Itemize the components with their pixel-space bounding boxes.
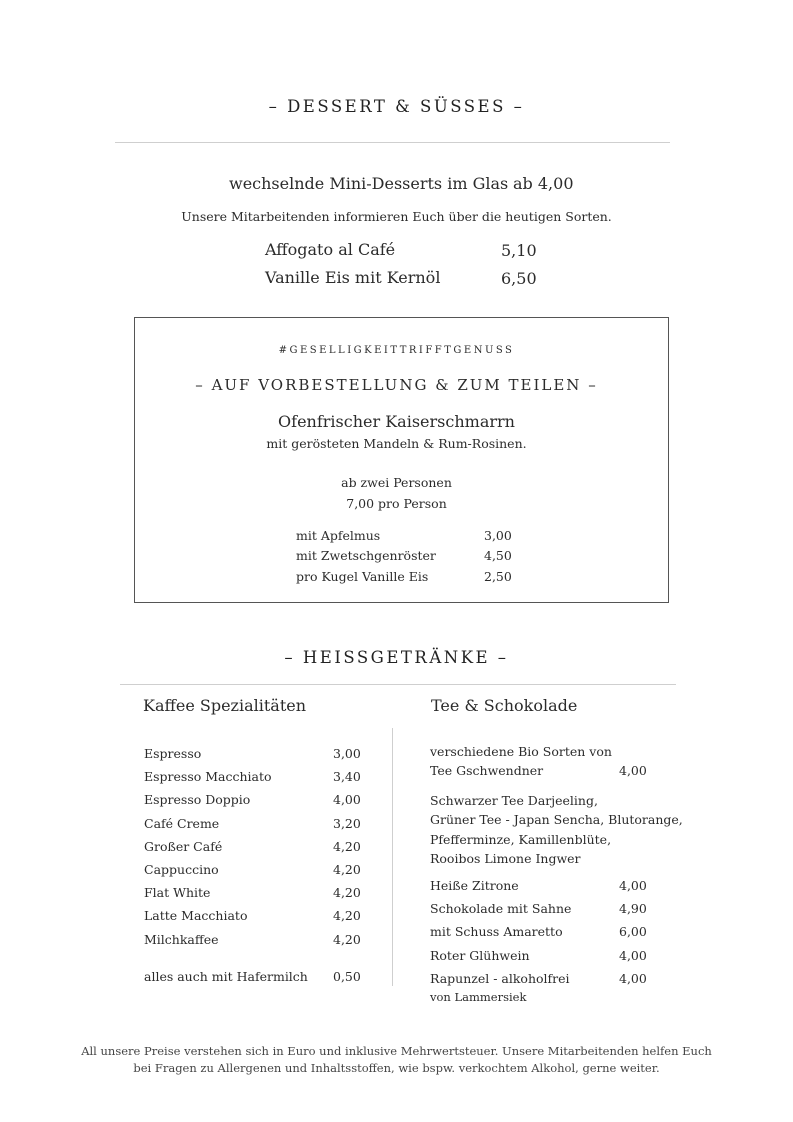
tea-title: Tee & Schokolade (431, 696, 578, 715)
coffee-item-price: 3,40 (333, 769, 361, 785)
coffee-item-price: 4,00 (333, 792, 361, 808)
footer-line: bei Fragen zu Allergenen und Inhaltsstoffen, wie bspw. verkochtem Alkohol, gerne weiter. (133, 1061, 660, 1075)
tea-price: 4,00 (619, 763, 647, 778)
dessert-item-price: 5,10 (501, 241, 537, 260)
mini-dessert-price: ab 4,00 (513, 174, 574, 193)
column-divider (392, 728, 393, 986)
dish-name: Ofenfrischer Kaiserschmarrn (278, 412, 515, 431)
dessert-item-name: Affogato al Café (265, 240, 396, 259)
hot-drinks-heading: – HEISSGETRÄNKE – (284, 648, 509, 667)
footer-line: All unsere Preise verstehen sich in Euro und inklusive Mehrwertsteuer. Unsere Mitarbeitenden helfen Euch (81, 1044, 712, 1058)
coffee-item-name: Großer Café (144, 838, 223, 854)
coffee-item-name: Flat White (144, 885, 211, 901)
coffee-item-name: Cappuccino (144, 862, 219, 877)
dish-description: mit gerösteten Mandeln & Rum-Rosinen. (266, 436, 527, 451)
dessert-item-name: Vanille Eis mit Kernöl (265, 268, 441, 287)
coffee-item-name: Milchkaffee (144, 931, 219, 947)
dessert-item-price: 6,50 (501, 269, 537, 288)
dessert-note: Unsere Mitarbeitenden informieren Euch über die heutigen Sorten. (181, 209, 612, 224)
coffee-item-price: 3,20 (333, 815, 361, 831)
extra-price: 2,50 (484, 569, 512, 584)
coffee-item-name: Café Creme (144, 815, 220, 831)
drink-item-price: 4,00 (619, 878, 647, 893)
coffee-item-price: 4,20 (333, 885, 361, 901)
coffee-item-name: Latte Macchiato (144, 908, 248, 924)
dessert-heading: – DESSERT & SÜSSES – (268, 97, 525, 116)
drink-item-price: 4,00 (619, 947, 647, 963)
tea-line: verschiedene Bio Sorten von (430, 744, 612, 759)
drink-item-name: Rapunzel - alkoholfrei (430, 970, 570, 986)
drink-item-name: Roter Glühwein (430, 947, 530, 963)
tea-variety: Pfefferminze, Kamillenblüte, (430, 832, 612, 847)
hot-drinks-divider (120, 684, 676, 685)
persons-note: ab zwei Personen (341, 475, 452, 490)
drink-item-price: 6,00 (619, 924, 647, 940)
per-person-price: 7,00 pro Person (346, 496, 447, 511)
tea-line: Tee Gschwendner (430, 763, 544, 778)
extra-name: mit Zwetschgenröster (296, 548, 436, 563)
drink-item-name: mit Schuss Amaretto (430, 924, 563, 940)
drink-item-price: 4,90 (619, 901, 647, 917)
extra-price: 3,00 (484, 528, 512, 543)
dessert-divider (115, 142, 670, 143)
coffee-item-name: Espresso Doppio (144, 792, 251, 808)
hashtag: #GESELLIGKEITTRIFFTGENUSS (278, 345, 515, 356)
coffee-item-price: 4,20 (333, 931, 361, 947)
coffee-item-price: 4,20 (333, 838, 361, 854)
coffee-item-price: 4,20 (333, 862, 361, 877)
coffee-title: Kaffee Spezialitäten (143, 696, 307, 715)
drink-item-price: 4,00 (619, 970, 647, 986)
coffee-item-price: 4,20 (333, 908, 361, 924)
tea-variety: Rooibos Limone Ingwer (430, 851, 581, 866)
coffee-item-name: Espresso (144, 746, 202, 761)
coffee-item-price: 3,00 (333, 746, 361, 761)
tea-variety: Grüner Tee - Japan Sencha, Blutorange, (430, 812, 683, 827)
extra-price: 4,50 (484, 548, 512, 563)
extra-name: pro Kugel Vanille Eis (296, 569, 429, 584)
drink-item-name: Heiße Zitrone (430, 878, 519, 893)
tea-variety: Schwarzer Tee Darjeeling, (430, 793, 598, 808)
oat-milk-name: alles auch mit Hafermilch (144, 969, 308, 984)
extra-name: mit Apfelmus (296, 528, 381, 543)
oat-milk-price: 0,50 (333, 969, 361, 984)
drink-item-name: Schokolade mit Sahne (430, 901, 572, 917)
rapunzel-subtitle: von Lammersiek (430, 990, 527, 1004)
mini-dessert-name: wechselnde Mini-Desserts im Glas (229, 174, 509, 193)
coffee-item-name: Espresso Macchiato (144, 769, 272, 785)
preorder-heading: – AUF VORBESTELLUNG & ZUM TEILEN – (195, 376, 598, 394)
